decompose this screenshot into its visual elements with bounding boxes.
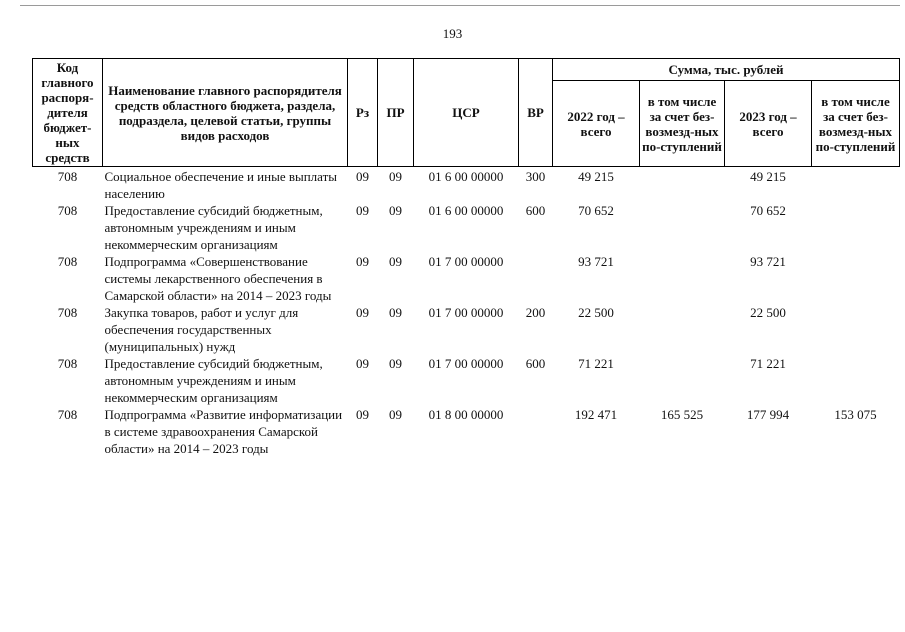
cell-name: Закупка товаров, работ и услуг для обеспечения государственных (муниципальных) нужд xyxy=(104,305,299,354)
header-2022-total: 2022 год – всего xyxy=(553,81,640,167)
table-body xyxy=(33,167,900,458)
cell-csr: 01 6 00 00000 xyxy=(428,169,504,184)
table-row xyxy=(33,355,900,406)
cell-csr: 01 7 00 00000 xyxy=(428,254,504,269)
cell-name: Предоставление субсидий бюджетным, автономным учреждениям и иным некоммерческим организациям xyxy=(104,203,323,252)
cell-2022-grants xyxy=(640,304,725,355)
cell-2023-total: 22 500 xyxy=(750,305,786,320)
cell-2022-total: 71 221 xyxy=(578,356,614,371)
table-row xyxy=(33,253,900,304)
cell-rz: 09 xyxy=(356,169,369,184)
cell-vr xyxy=(519,406,553,457)
cell-vr: 600 xyxy=(525,203,546,218)
header-name: Наименование главного распорядителя средств областного бюджета, раздела, подраздела, целевой статьи, группы видов расходов xyxy=(103,59,348,167)
header-sum: Сумма, тыс. рублей xyxy=(553,59,900,81)
cell-2023-grants xyxy=(812,202,900,253)
cell-rz: 09 xyxy=(356,254,369,269)
cell-2023-total: 177 994 xyxy=(746,407,790,422)
header-csr: ЦСР xyxy=(414,59,519,167)
top-rule xyxy=(20,5,900,6)
cell-2022-grants: 165 525 xyxy=(660,407,704,422)
cell-2022-grants xyxy=(640,167,725,203)
cell-name: Предоставление субсидий бюджетным, автономным учреждениям и иным некоммерческим организациям xyxy=(104,356,323,405)
cell-rz: 09 xyxy=(356,203,369,218)
cell-2022-grants xyxy=(640,253,725,304)
cell-2023-total: 71 221 xyxy=(750,356,786,371)
cell-2023-total: 49 215 xyxy=(750,169,786,184)
cell-2023-grants: 153 075 xyxy=(834,407,877,422)
cell-code: 708 xyxy=(57,203,78,218)
cell-vr: 600 xyxy=(525,356,546,371)
cell-code: 708 xyxy=(57,305,78,320)
cell-name: Социальное обеспечение и иные выплаты населению xyxy=(104,169,338,201)
cell-2023-grants xyxy=(812,355,900,406)
cell-pr: 09 xyxy=(389,169,402,184)
budget-table xyxy=(32,58,900,457)
cell-2023-total: 70 652 xyxy=(750,203,786,218)
cell-2022-total: 49 215 xyxy=(578,169,614,184)
cell-pr: 09 xyxy=(389,305,402,320)
header-2022-grants: в том числе за счет без-возмезд-ных по-ступлений xyxy=(640,81,725,167)
cell-2023-grants xyxy=(812,167,900,203)
cell-name: Подпрограмма «Совершенствование системы лекарственного обеспечения в Самарской области» на 2014 – 2023 годы xyxy=(104,254,332,303)
header-pr: ПР xyxy=(378,59,414,167)
page-number: 193 xyxy=(442,26,463,41)
cell-code: 708 xyxy=(57,254,78,269)
cell-pr: 09 xyxy=(389,254,402,269)
table-row xyxy=(33,406,900,457)
cell-code: 708 xyxy=(57,407,78,422)
table-row xyxy=(33,167,900,203)
cell-2022-grants xyxy=(640,355,725,406)
cell-2023-grants xyxy=(812,253,900,304)
cell-code: 708 xyxy=(57,356,78,371)
cell-2022-total: 70 652 xyxy=(578,203,614,218)
cell-2022-total: 93 721 xyxy=(578,254,614,269)
cell-vr xyxy=(519,253,553,304)
cell-vr: 300 xyxy=(525,169,546,184)
cell-rz: 09 xyxy=(356,407,369,422)
cell-csr: 01 7 00 00000 xyxy=(428,356,504,371)
header-code: Код главного распоря-дителя бюджет-ных средств xyxy=(33,59,103,167)
table-row xyxy=(33,304,900,355)
cell-2023-grants xyxy=(812,304,900,355)
cell-pr: 09 xyxy=(389,407,402,422)
cell-2022-total: 22 500 xyxy=(578,305,614,320)
cell-2023-total: 93 721 xyxy=(750,254,786,269)
header-2023-total: 2023 год – всего xyxy=(725,81,812,167)
header-rz: Рз xyxy=(348,59,378,167)
cell-pr: 09 xyxy=(389,356,402,371)
cell-csr: 01 8 00 00000 xyxy=(428,407,504,422)
header-vr: ВР xyxy=(519,59,553,167)
table-row xyxy=(33,202,900,253)
header-2023-grants: в том числе за счет без-возмезд-ных по-ступлений xyxy=(812,81,900,167)
cell-vr: 200 xyxy=(525,305,546,320)
cell-2022-total: 192 471 xyxy=(574,407,618,422)
cell-rz: 09 xyxy=(356,356,369,371)
cell-pr: 09 xyxy=(389,203,402,218)
cell-rz: 09 xyxy=(356,305,369,320)
cell-2022-grants xyxy=(640,202,725,253)
cell-name: Подпрограмма «Развитие информатизации в системе здравоохранения Самарской области» на 2014 – 2023 годы xyxy=(104,407,343,456)
cell-csr: 01 7 00 00000 xyxy=(428,305,504,320)
cell-code: 708 xyxy=(57,169,78,184)
cell-csr: 01 6 00 00000 xyxy=(428,203,504,218)
